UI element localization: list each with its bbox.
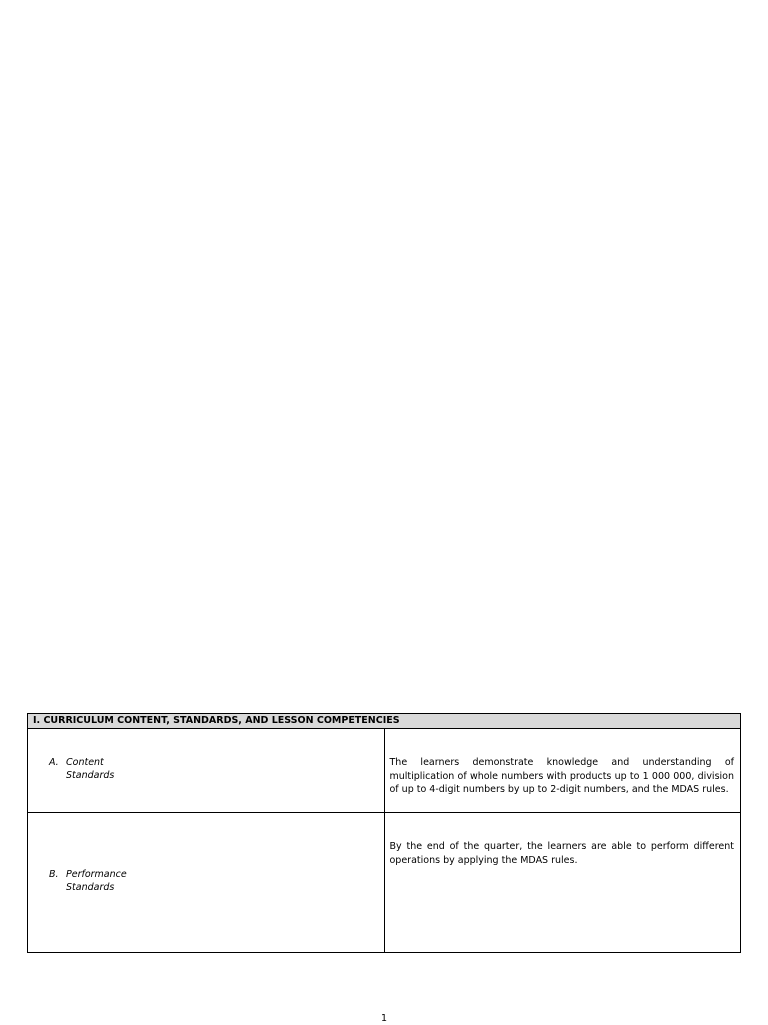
row-letter: A.	[49, 757, 59, 768]
row-label-performance-standards	[28, 813, 385, 953]
row-letter: B.	[49, 869, 59, 880]
page-number: 1	[380, 1013, 388, 1024]
performance-standards-text-cell	[384, 813, 741, 953]
row-label-line: Performance	[66, 869, 127, 880]
table-row	[28, 729, 741, 813]
row-label-content-standards	[28, 729, 385, 813]
row-label-line: Content	[66, 757, 104, 768]
row-label-line: Standards	[66, 770, 115, 781]
content-standards-text-cell	[384, 729, 741, 813]
content-standards-text: The learners demonstrate knowledge and understanding of multiplication of whole numbers with products up to 1 000 000, division of up to 4-digit numbers by up to 2-digit numbers, and the MDAS rules.	[389, 757, 734, 795]
table-row	[28, 813, 741, 953]
curriculum-table	[27, 713, 741, 953]
performance-standards-text: By the end of the quarter, the learners are able to perform different operations by applying the MDAS rules.	[389, 841, 734, 866]
row-label-line: Standards	[66, 882, 115, 893]
section-header: I. CURRICULUM CONTENT, STANDARDS, AND LESSON COMPETENCIES	[28, 714, 741, 729]
